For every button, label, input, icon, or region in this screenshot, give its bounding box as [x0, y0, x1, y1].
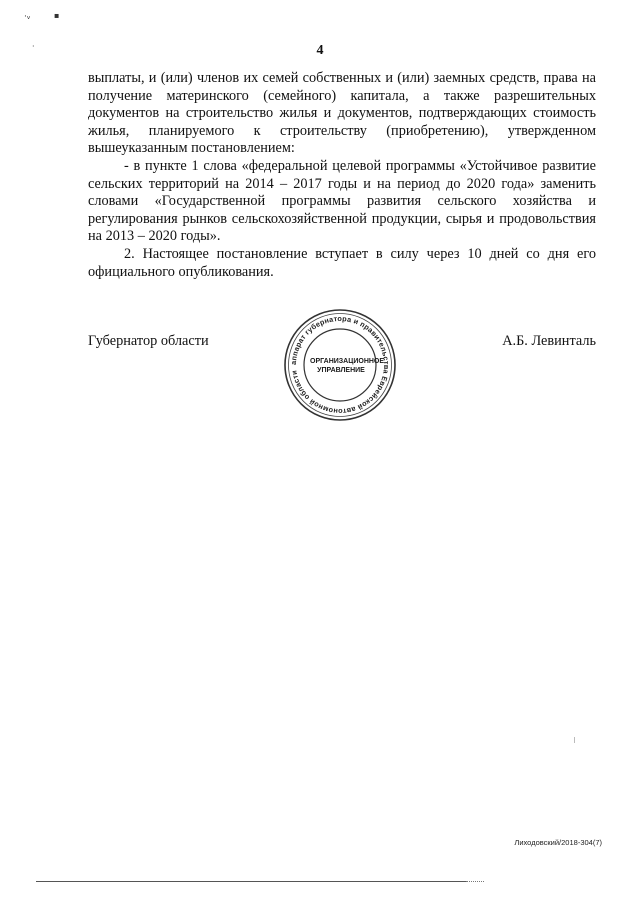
bottom-rule-tail — [466, 881, 484, 883]
paragraph-effective-date: 2. Настоящее постановление вступает в силу через 10 дней со дня его официального опубликования. — [88, 245, 596, 280]
scan-mark: · — [32, 42, 35, 51]
scan-mark: ▪ — [54, 11, 60, 20]
footer-code: Лиходовский/2018-304(7) — [514, 838, 602, 847]
scan-speck — [574, 737, 575, 743]
paragraph-continuation: выплаты, и (или) членов их семей собственных и (или) заемных средств, права на получение материнского (семейного) капитала, а также разрешительных документов на строительство жилья и документов, подтверждающих стоимость жилья, планируемого к строительству (приобретению), утвержденном вышеуказанным постановлением: — [88, 70, 596, 157]
signatory-title: Губернатор области — [88, 333, 209, 349]
official-seal — [283, 308, 397, 422]
seal-center-text: ОРГАНИЗАЦИОННОЕ УПРАВЛЕНИЕ — [310, 358, 385, 374]
paragraph-amendment: - в пункте 1 слова «федеральной целевой программы «Устойчивое развитие сельских территорий на 2014 – 2017 годы и на период до 2020 года» заменить словами «Государственной программы развития сельского хозяйства и регулирования рынков сельскохозяйственной продукции, сырья и продовольствия на 2013 – 2020 годы». — [88, 157, 596, 245]
page-number: 4 — [316, 43, 324, 58]
seal-ring-text: аппарат губернатора и правительства Еврейской автономной области — [288, 313, 392, 417]
bottom-rule — [36, 881, 466, 882]
scan-mark: ·ᵥ — [24, 12, 31, 22]
document-body — [88, 70, 596, 281]
signatory-name: А.Б. Левинталь — [502, 333, 596, 349]
